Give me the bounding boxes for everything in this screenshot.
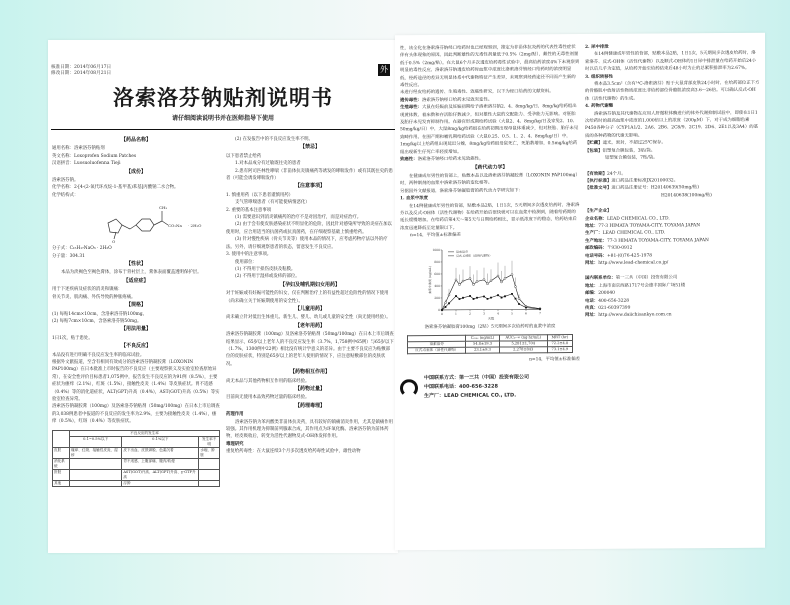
precaution-line: 2. 重要的基本注意事项 [226, 207, 272, 213]
contra-line: 2.患有阿司匹林性哮喘（非甾体抗炎镇痛药等诱发的哮喘发作）或有其既往史的患者（可能会诱发哮喘发作） [226, 168, 393, 182]
adverse-reaction-table [52, 430, 220, 487]
svg-text:反式-OH体（活性代谢物）: 反式-OH体（活性代谢物） [456, 253, 493, 258]
precaution-line: 1. 慎重用药（以下患者谨慎用药） [226, 192, 294, 198]
adverse-continued: (2) 在发报告中的不良反应发生率不明。 [235, 137, 313, 142]
contra-intro: 以下患者禁止给药 [226, 153, 262, 159]
svg-text:1: 1 [455, 311, 457, 316]
precaution-line: 支气管哮喘患者（有可能使病情恶化） [235, 200, 310, 206]
table-row: 其他 浮肿 [53, 480, 220, 486]
pk-paragraph: 洛索洛芬钠及其代谢物在应用人肝微粒体酶进行的体外代谢抑制试验中，即使在1日1次给药时的最高血浆中浓度的1,000倍以上的浓度（200μM）下，对于成为细胞色素P450各种分子（CYP1A1/2、2A6、2B6、2C8/9、2C19、2D6、2E1以及3A4）的基质的各种药物的代谢无影响。 [585, 110, 759, 139]
pk-paragraph: 另据国外文献报道，洛索洛芬钠凝胶膏的药代动力学研究如下： [400, 188, 523, 194]
svg-text:4: 4 [497, 311, 499, 316]
title-divider [51, 129, 395, 130]
pk-paragraph: 在14例健康成年男性的背部，贴敷本品2贴，1日1次，5天期间多次透皮给药时，洛索洛芬以及反式-OH体（活性代谢物）在给药开始后很快就可以在血浆中检测到，随着给药期的延长缓慢增加。在给药后第4天～第5天与日期给药相比，显示低浓度下的稳态，给药结束后浓度迅速降低至定量限以下。 [400, 202, 580, 232]
table-corner-cell [53, 430, 70, 447]
carcinogenicity-label: 致癌性： [400, 157, 418, 163]
contra-line: 1.对本品成分有过敏既往史的患者 [235, 161, 301, 167]
generic-name: 通用名称：洛索洛芬钠贴剂 [52, 146, 105, 152]
line-chart [428, 243, 548, 322]
section-title-character: 【性状】 [125, 261, 146, 268]
leaflet-page-left [48, 40, 398, 553]
cn-contact: 中国联系方式：第一三共（中国）投资有限公司 [424, 374, 530, 382]
leaflet-page-right [395, 33, 765, 551]
packaging-line: 铝塑复合膜包装，3贴/袋。 [602, 148, 656, 154]
domestic-website: http://www.daiichisankyo.com.cn [598, 312, 672, 319]
table-row: 肝脏 AST(GOT)升高、ALT(GPT)升高、γ-GTP升高 [53, 469, 220, 480]
svg-text:200: 200 [434, 295, 440, 300]
section-title-specs: 【规格】 [125, 302, 146, 309]
section-title-usage: 【用法用量】 [120, 326, 151, 333]
domestic-address: 上海市南京西路1717号会德丰国际广场51楼 [598, 283, 686, 289]
table-col-header: 0.1%以下 [122, 436, 199, 447]
storage-text: 遮光，密封，不超过25℃保存。 [602, 140, 666, 147]
svg-text:血浆中浓度 (ng/mL): 血浆中浓度 (ng/mL) [428, 265, 432, 294]
revision-date: 修改日期：2014年08月21日 [51, 71, 112, 76]
domestic-unit: 第一三共（中国）投资有限公司 [615, 275, 678, 282]
svg-text:6: 6 [525, 310, 527, 315]
contact-block [400, 373, 580, 401]
character-text: 本品为淡褐色至褐色膏体，涂布于背衬层上，膏体表面覆盖透明保护层。 [61, 270, 202, 276]
packaging-line: 铝塑复合膜包装，7贴/袋。 [605, 155, 658, 161]
phone-number: +81-(0)76-425-1978 [606, 253, 653, 259]
chemical-structure [52, 201, 220, 243]
section-title-adverse: 【不良反应】 [120, 343, 151, 350]
column-3 [400, 44, 580, 402]
adverse-paragraph: 根据外文献报道，至含有相同有效成分的洛索洛芬钠凝胶膏（LOXONIN PAP100mg）在日本批准上市时报告的不良反应（主要观察狭义及实验室检查原始异常），在安全性评价目标患者1,075例中，报告发生不良反应的为91例（8.5%），主要症状为瘙痒（2.1%），红斑（1.5%），接触性皮炎（1.4%）等皮肤症状。胃不适感（0.4%）等的消化道症状，ALT(GPT)升高（0.4%），AST(GOT)升高（0.5%）等实验室检查异常。 [52, 359, 220, 402]
precaution-line: 使用部位： [235, 259, 257, 265]
toxicology-note: 未进行经皮给药的遗传、生殖毒性、致癌性研究，以下为经口给药的文献资料。 [400, 89, 554, 96]
structure-diagram-icon [98, 201, 218, 243]
section-title-pregnancy: 【孕妇及哺乳期妇女用药】 [279, 281, 340, 288]
domestic-postal: 200040 [598, 290, 615, 297]
pk-table-note: n=14，平均值±标准偏差 [529, 356, 580, 363]
pk-subtitle: 1. 血浆中浓度 [400, 196, 429, 202]
table-col-header: 0.1~0.5%以下 [70, 436, 122, 447]
adverse-paragraph: 洛索洛芬钠凝胶膏（100mg）及洛索洛芬钠贴剂（50mg/100mg）在日本上市后调查的3,038例患者中报道的不良反应的发生率为2.9%，主要为接触性皮炎（1.4%），瘙痒（0.5%），红斑（0.4%）等皮肤症状。 [52, 404, 220, 425]
svg-text:3: 3 [483, 311, 485, 316]
molecular-weight: 分子量：304.31 [52, 253, 85, 259]
svg-text:CO₂Na: CO₂Na [168, 223, 182, 229]
toxicology-continued: 性，该全化在洛索洛芬钠经口给药时也已经观察到，推定为非甾体抗炎药的代表性毒性症状伴有头体现象的原因。因此判断雄性的无毒性剂量低于0.5%（2mg/贴），雌性的无毒性剂量低于0.5%（2mg/贴）。在大鼠6个月多次透皮给药毒性试验中，最高给药浓度4%下未观察到明显的毒性反应，洛索洛芬钠透皮给药时血浆中浓度比洛索洛芬钠经口给药时的浓度明显低，经药途径的差异无明显体系中代谢物特征产生差异，未观察到经药途径不同而产生新的毒性反应。 [400, 45, 580, 89]
pinyin-name: 汉语拼音：Luosuoluofenna Tieji [52, 161, 121, 167]
precaution-line: (2) 由于会有使皮肤感染症状不明显化的危险，因此针对感染所导致的炎症在加以使用时，应合用适当的抗菌药或抗真菌药，在仔细观察基础上慎重给药。 [226, 222, 392, 235]
svg-text:600: 600 [434, 271, 440, 276]
precaution-line: (2) 不得用于湿疹或发疹的部位。 [235, 274, 300, 280]
spec-line: (1) 每贴14cm×10cm，含洛索洛芬钠100mg。 [52, 311, 147, 317]
table-header: 不良反应的发生率 [70, 430, 220, 436]
section-title-drug-name: 【药品名称】 [120, 137, 151, 143]
factory-name: LEAD CHEMICAL CO., LTD. [602, 230, 666, 237]
section-title-precautions: 【注意事项】 [294, 183, 325, 190]
table-row: 消化系统 胃不适感、上腹部痛、腹泻/软便 [53, 458, 220, 469]
structure-label: 化学结构式： [52, 192, 79, 198]
approval-label: 【批准文号】 [585, 186, 612, 192]
section-title-pharmacology: 【药理毒理】 [294, 402, 325, 409]
svg-text:· 2H₂O: · 2H₂O [188, 223, 202, 229]
pk-paragraph: 在14例健康成年男性的背部，贴敷本品2贴，1日1次，5天期间多次透皮给药时，洛索洛芬、反式-OH体（活性代谢物）以及顺式-OH体的1日尿中排泄量在给药开始后24小时以后几乎为定值，从给药开始至给药结束后48小时为止的总累积排泄率为2.67%。 [585, 51, 757, 73]
svg-text:洛索洛芬: 洛索洛芬 [456, 249, 469, 254]
genotoxicity-text: 洛索洛芬钠经口给药未见致突变性。 [421, 97, 493, 103]
table-col-header: 发生率不明 [199, 436, 220, 447]
reproductive-toxicity-label: 生殖毒性： [400, 105, 422, 111]
section-title-composition: 【成份】 [125, 168, 146, 175]
website: http://www.lead-chemical.co.jp/ [598, 260, 669, 266]
svg-text:O: O [112, 239, 116, 244]
pk-subtitle: 2. 尿中排泄 [585, 44, 609, 50]
indications-line: 骨关节炎、肌肉痛、外伤导致的肿胀疼痛。 [52, 294, 136, 300]
table-row: 皮肤 瘙痒、红斑、接触性皮炎、湿疹 皮下出血、皮肤剥脱、色素沉着 水疱、肿胀 [53, 447, 220, 458]
cn-phone: 中国联系电话：400-656-3228 [424, 383, 498, 391]
genotoxicity-label: 遗传毒性： [400, 97, 422, 104]
svg-text:天数: 天数 [487, 316, 495, 321]
storage-label: 【贮藏】 [585, 141, 603, 147]
adverse-paragraph: 本品没有进行明确不良反应发生率的临床试验。 [52, 352, 145, 358]
toxicology-subtitle: 毒理研究 [226, 441, 244, 447]
svg-text:0: 0 [441, 311, 443, 316]
document-title: 洛索洛芬钠贴剂说明书 [113, 86, 333, 110]
table-row: 反式-OH体（活性代谢物） 23.1±9.3 2,278±843 73.1±4.9 [408, 347, 573, 354]
section-title-interactions: 【药物相互作用】 [289, 369, 330, 376]
postal-code: 〒930-0912 [606, 245, 633, 251]
domestic-fax: 021-60397399 [598, 305, 631, 311]
approval-dates [51, 65, 111, 77]
approval-line: H20140638(100mg/贴) [661, 192, 712, 199]
pk-paragraph: 将本品3.5cm²（含有¹⁴C-洛索洛芬）贴于大鼠背部皮肤24小时时，在给药部位正下方的骨骼肌中放射活性物质浓度比非给药部位骨骼肌浓度高3.6～26倍。可以确认反式-OH体（活性代谢物）的生成。 [585, 80, 760, 102]
svg-text:CH₃: CH₃ [159, 205, 168, 211]
column-1 [52, 136, 220, 487]
pk-table-title: 洛索洛芬钠凝胶膏100mg（2贴）5天期间多次给药时的血浆中浓度 [424, 323, 556, 330]
molecular-formula: 分子式：C₁₅H₁₇NaO₃ · 2H₂O [52, 246, 112, 252]
svg-text:2: 2 [469, 311, 471, 316]
external-use-badge: 外 [380, 65, 388, 74]
pk-subtitle: 3. 组织转移性 [585, 74, 614, 80]
section-title-overdose: 【药物过量】 [294, 386, 325, 392]
svg-text:0: 0 [438, 307, 440, 312]
section-title-contraindications: 【禁忌】 [299, 144, 320, 151]
svg-text:5: 5 [511, 311, 513, 316]
carcinogenicity-text: 洛索洛芬钠经口给药未见致癌性。 [417, 156, 484, 163]
pharmacology-text: 洛索洛芬钠为苯丙酸类非甾体抗炎药，具有较好的镇痛消炎作用，尤其是镇痛作用较强。其作用机理为抑制前列腺素合成，其作用点为环氧化酶。洛索洛芬钠为前体药物，经皮吸收后，转变为活性代谢物反式-OH体发挥作用。 [226, 419, 394, 440]
elderly-text: 洛索洛芬钠凝胶膏（100mg）及洛索洛芬钠贴剂（50mg/100mg）在日本上市后调查结果显示，65岁以上老年人的不良反应发生率（3.7%，1,758例中65例）与65岁以下（1.7%，1300例中22例）相比没有统计学意义的差异。由于主要不良反应为贴敷部位的皮肤症状，特别是65岁以上的老年人使用的情况下，应注意贴敷部位的皮肤状况。 [226, 332, 394, 367]
column-4: 2. 尿中排泄 在14例健康成年男性的背部，贴敷本品2贴，1日1次，5天期间多次透皮给药时，洛索洛芬、反式-OH体（活性代谢物）以及顺式-OH体的1日尿中排泄量在给药开始后24小时以后几乎为定值，从给药开始至给药结束后48小时为止的总累积排泄率为2.67%。 3. 组织转移性 将本品3.5cm²（含有¹⁴C-洛索洛芬）贴于大鼠背部皮肤24小时时，在给药部位正下方的骨骼肌中放射活性物质浓度比非给药部位骨骼肌浓度高3.6～26倍。可以确认反式-OH体（活性代谢物）的生成。 4. 药物代谢酶 洛索洛芬钠及其代谢物在应用人肝微粒体酶进行的体外代谢抑制试验中，即使在1日1次给药时的最高血浆中浓度的1,000倍以上的浓度（200μM）下，对于成为细胞色素P450各种分子（CYP1A1/2、2A6、2B6、2C8/9、2C19、2D6、2E1以及3A4）的基质的各种药物的代谢无影响。 【贮藏】遮光，密封，不超过25℃保存。 【包装】铝塑复合膜包装，3贴/袋。 铝塑复合膜包装，7贴/袋。 【有效期】24个月。 【执行标准】进口药品注册标准JX20100032。 【批准文号】进口药品注册证号：H20140639(50mg/贴) H20140638(100mg/贴) 【生产企业】 企业名称：LEAD CHEMICAL CO., LTD. 地址：77-3 HIMATA TOYAMA-CITY, TOYAMA JAPAN 生产厂：LEAD CHEMICAL CO., LTD. 生产地址：77-3 HIMATA TOYAMA-CITY, TOYAMA JAPAN 邮政编码：〒930-0912 电话号码：+81-(0)76-425-1978 网址：http://www.lead-chemical.co.jp/ 国内联系单位：第一三共（中国）投资有限公司 地址：上海市南京西路1717号会德丰国际广场51楼 邮编：200040 电话：400-656-3228 传真：021-60397399 网址：http://www.daiichisankyo.com.cn [585, 43, 760, 320]
english-name: 英文名称：Loxoprofen Sodium Patches [52, 153, 137, 159]
overdose-text: 目前尚无使用本品致药物过量的临床经验。 [226, 395, 310, 401]
children-text: 尚未确立针对低出生体重儿、新生儿、婴儿、幼儿或儿童的安全性（尚无使用经验）。 [226, 315, 391, 321]
domestic-phone: 400-656-3228 [598, 298, 630, 304]
company-name: LEAD CHEMICAL CO., LTD. [606, 215, 670, 222]
svg-text:7: 7 [539, 310, 541, 315]
precaution-line: (1) 不得用于损伤皮肤及粘膜。 [235, 266, 296, 272]
svg-text:800: 800 [434, 259, 440, 264]
chart-caption: n=14，平均值±标准偏差 [410, 232, 461, 239]
section-title-indications: 【适应症】 [123, 277, 149, 284]
packaging-label: 【包装】 [585, 148, 603, 154]
pk-subtitle: 4. 药物代谢酶 [585, 104, 614, 110]
pregnancy-text: 对于妊娠或有妊娠可能性的妇女，仅在判断治疗上的有益性超过危险性的情况下使用（尚未确立关于妊娠期使用的安全性）。 [226, 291, 389, 304]
daiichi-sankyo-logo-icon [400, 379, 418, 397]
company-address: 77-3 HIMATA TOYAMA-CITY, TOYAMA JAPAN [598, 223, 701, 229]
validity-label: 【有效期】 [585, 171, 607, 177]
chemical-name: 化学名称：2-[4-(2-氧代环戊烷-1-基甲基)苯基]丙酸钠二水合物。 [52, 185, 179, 191]
pharmacology-subtitle: 药理作用 [226, 412, 244, 418]
column-2 [226, 136, 394, 456]
pk-table: Cₘₐₓ (ng/mL) AUC₀₋∞ (ng·hr/mL) MRT (hr) 洛索洛芬 54.8±19.3 5,281±1,704 72.2±4.8 反式-OH体（活性代谢物） 23.1±9.3 2,278±843 73.1±4.9 [407, 334, 573, 354]
precaution-line: 3. 使用中的注意事项。 [226, 252, 272, 258]
validity-text: 24个月。 [606, 171, 626, 177]
usage-text: 1日1次，贴于患处。 [52, 335, 93, 341]
producer: 生产厂：LEAD CHEMICAL CO., LTD. [424, 392, 517, 400]
reproductive-toxicity-text: 大鼠在妊娠前及妊娠初期给予洛索洛芬钠2、4、8mg/kg/日，8mg/kg给药组出现黄体数、着床数和存活胎仔数减少，但对雄性大鼠的交配能力、受孕能力无影响。对胚胎及胎仔未见发育抑制作用。在器官形成期给药试验（大鼠2、4、8mg/kg/日及家兔2、10、50mg/kg/日）中，大鼠8mg/kg给药组在给药初期出现母鼠体重减少，但对胚胎、胎仔未见致畸作用。在围产期和哺乳期给药试验（大鼠0.25、0.5、1、2、4、8mg/kg/日）中，1mg/kg以上给药组出现延迟分娩，8mg/kg给药组母鼠死亡，死胎数增加，0.5mg/kg给药组出现新生仔死亡率轻度增加。 [400, 104, 579, 155]
section-title-children: 【儿童用药】 [294, 305, 325, 312]
table-row: 洛索洛芬 54.8±19.3 5,281±1,704 72.2±4.8 [408, 341, 573, 348]
interactions-text: 尚无本品与其他药物相互作用的临床经验。 [226, 378, 310, 384]
pk-paragraph: 在健康成年男性的背部上，贴敷本品以及洛索洛芬钠凝胶膏（LOXONIN PAP100mg）时，两种制剂的血浆中洛索洛芬钠的变化相等。 [400, 172, 580, 187]
main-ingredient: 洛索洛芬钠。 [52, 178, 79, 184]
section-title-pharmacokinetics: 【药代动力学】 [472, 164, 508, 171]
toxicology-text: 重复给药毒性：在大鼠连续3个月多次透皮给药毒性试验中，雄性动物 [226, 449, 361, 455]
svg-text:400: 400 [434, 283, 440, 288]
approval-line: 进口药品注册证号：H20140639(50mg/贴) [611, 185, 699, 192]
precaution-line: (1) 需要意识到消炎镇痛药的治疗不是对因治疗，而是对症治疗。 [235, 215, 362, 221]
factory-address: 77-3 HIMATA TOYAMA-CITY, TOYAMA JAPAN [606, 237, 709, 244]
section-title-manufacturer: 【生产企业】 [585, 208, 612, 215]
plasma-concentration-chart [428, 243, 580, 324]
indications-line: 用于下述疾病及症状的消炎和镇痛： [52, 287, 123, 293]
spec-line: (2) 每贴7cm×10cm，含洛索洛芬钠50mg。 [52, 318, 142, 324]
precaution-line: (3) 针对慢性疾病（骨关节炎等）使用本品的情况下，应考虑药物疗法以外的疗法。另外，请仔细观察患者的状态，留意发生不良反应。 [226, 237, 388, 250]
standard-label: 【执行标准】 [585, 178, 612, 184]
standard-text: 进口药品注册标准JX20100032。 [611, 178, 679, 184]
svg-text:1000: 1000 [432, 247, 440, 252]
section-title-elderly: 【老年用药】 [294, 322, 325, 329]
document-subtitle: 请仔细阅读说明书并在医师指导下使用 [171, 115, 274, 122]
approval-date: 核准日期：2014年06月17日 [51, 65, 112, 70]
